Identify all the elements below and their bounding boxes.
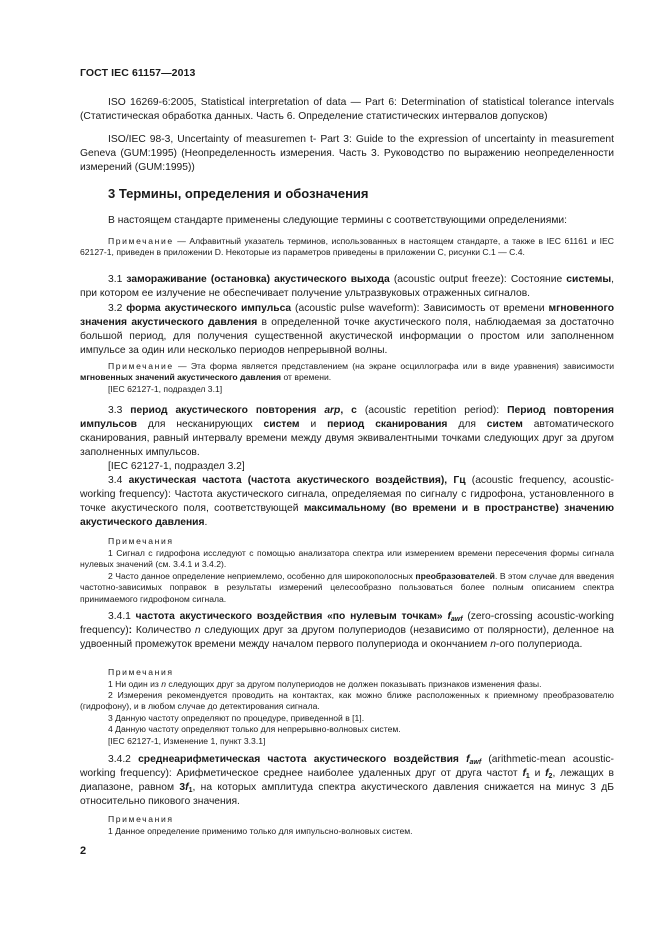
note-3-4-2: 2 Часто данное определение неприемлемо, особенно для широкополосных преобразователей. В этом случае для введения частотно-зависимых поправок в результаты измерений целесообразно пользоваться более полным описанием спектра принимаемого гидрофоном сигнала. (80, 571, 614, 604)
note-3-4-1-ref: [IEC 62127-1, Изменение 1, пункт 3.3.1] (108, 736, 266, 746)
notes-label-3-4: Примечания (108, 536, 174, 546)
note-3-4-1-3: 3 Данную частоту определяют по процедуре, приведенной в [1]. (108, 713, 365, 723)
note-3-4-1: 1 Сигнал с гидрофона исследуют с помощью анализатора спектра или измерением времени пересечения формы сигнала нулевых значений (см. 3.4.1 и 3.4.2). (80, 548, 614, 570)
intro-paragraph: В настоящем стандарте применены следующие термины с соответствующими определениями: (108, 215, 568, 226)
reference-iso-16269: ISO 16269-6:2005, Statistical interpretation of data — Part 6: Determination of statistical tolerance intervals (Статистическая обработка данных. Часть 6. Определение статистических интервалов допусков) (80, 97, 614, 122)
note-index: Примечание — Алфавитный указатель терминов, использованных в настоящем стандарте, а также в IEC 61161 и IEC 62127-1, приведен в приложении D. Некоторые из параметров приведены в приложении С, рисунки С.1 — С.4. (80, 236, 614, 258)
term-3-4: 3.4 акустическая частота (частота акустического воздействия), Гц (acoustic frequency, acoustic-working frequency): Частота акустического сигнала, определяемая по сигналу с гидрофона, установленного в точке акустического поля, соответствующей максимальному (во времени и в пространстве) значению акустического давления. (80, 475, 614, 528)
reference-iso-iec-98-3: ISO/IEC 98-3, Uncertainty of measuremen t- Part 3: Guide to the expression of uncertainty in measurement Geneva (GUM:1995) (Неопределенность измерения. Часть 3. Руководство по выражению неопределенности измерений (GUM:1995)) (80, 134, 614, 173)
term-3-4-1: 3.4.1 частота акустического воздействия «по нулевым точкам» $f_{awf}$ (zero-crossing acoustic-working frequency): Количество n следующих друг за другом полупериодов (независимо от полярности), деленное на удвоенный промежуток времени между началом первого полупериода и окончанием n-ого полупериода. (80, 611, 614, 650)
notes-label-3-4-1: Примечания (108, 667, 174, 677)
section-title: 3 Термины, определения и обозначения (108, 186, 369, 201)
term-3-3: 3.3 период акустического повторения arp, с (acoustic repetition period): Период повторения импульсов для несканирующих систем и период сканирования для систем автоматического сканирования, равный интервалу времени между двумя эквивалентными точками следующих друг за другом заполненных импульсов. (80, 405, 614, 458)
document-header: ГОСТ IEC 61157—2013 (80, 67, 196, 79)
notes-label-3-4-2: Примечания (108, 814, 174, 824)
note-3-2-ref: [IEC 62127-1, подраздел 3.1] (108, 384, 223, 394)
term-3-4-2: 3.4.2 среднеарифметическая частота акустического воздействия $f_{awf}$ (arithmetic-mean acoustic-working frequency): Арифметическое среднее наиболее удаленных друг от друга частот $f_1$ и $f_2$, лежащих в диапазоне, равном $3f_1$, на которых амплитуда спектра акустического давления снижается на минус 3 дБ относительно пикового значения. (80, 754, 614, 807)
note-label: Примечание (108, 236, 174, 246)
note-3-2: Примечание — Эта форма является представлением (на экране осциллографа или в виде уравнения) зависимости мгновенных значений акустического давления от времени. (80, 361, 614, 383)
note-3-4-2-1: 1 Данное определение применимо только для импульсно-волновых систем. (108, 826, 413, 836)
note-3-4-1-1: 1 Ни один из n следующих друг за другом полупериодов не должен показывать признаков изменения фазы. (108, 679, 542, 689)
note-3-4-1-4: 4 Данную частоту определяют только для непрерывно-волновых систем. (108, 724, 401, 734)
term-3-3-ref: [IEC 62127-1, подраздел 3.2] (108, 461, 245, 472)
term-3-2: 3.2 форма акустического импульса (acoustic pulse waveform): Зависимость от времени мгновенного значения акустического давления в определенной точке акустического поля, наблюдаемая за достаточно большой период, для получения существенной акустической информации о простом или заполненном импульсе за один или несколько периодов непрерывной волны. (80, 303, 614, 356)
note-3-4-1-2: 2 Измерения рекомендуется проводить на контактах, как можно ближе расположенных к приемному преобразователю (гидрофону), и в любом случае до детектирования сигнала. (80, 690, 614, 712)
page-number: 2 (80, 845, 87, 857)
term-3-1: 3.1 замораживание (остановка) акустического выхода (acoustic output freeze): Состояние системы, при котором ее излучение не обеспечивает получение ультразвуковых отраженных сигналов. (80, 274, 614, 299)
